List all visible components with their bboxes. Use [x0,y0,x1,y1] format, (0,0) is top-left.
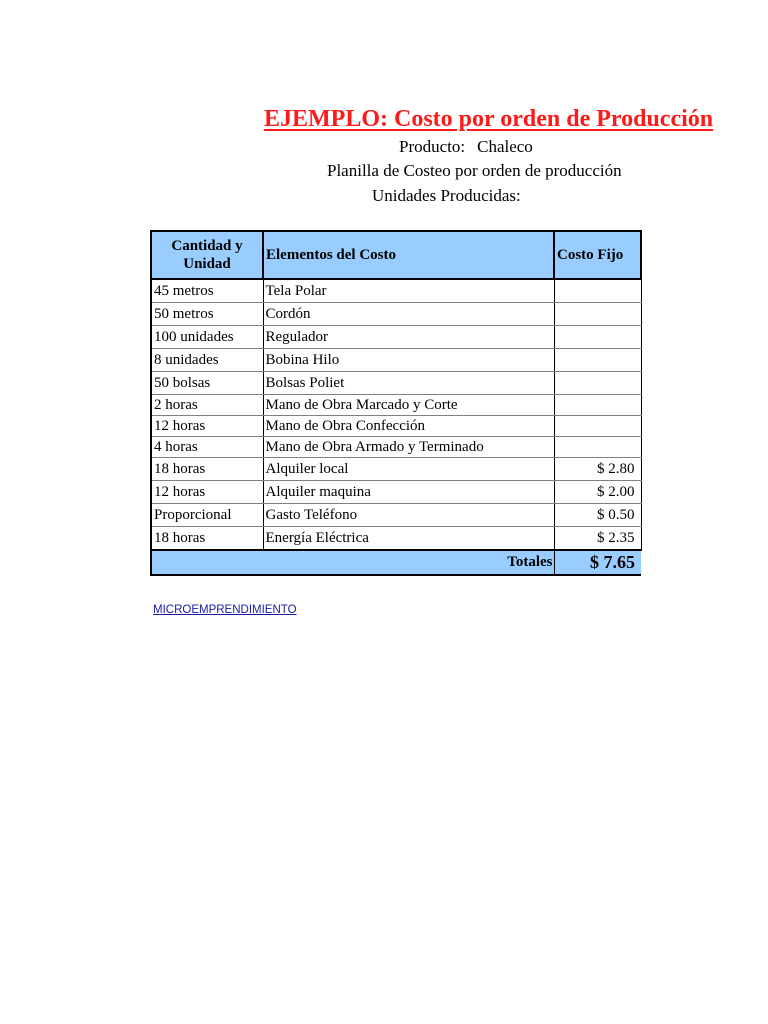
planilla-heading: Planilla de Costeo por orden de producción [327,161,622,180]
product-line [399,136,638,158]
cantidad-cell: 100 unidades [151,326,263,349]
table-row [151,437,641,458]
elemento-cell: Gasto Teléfono [263,504,554,527]
costo-fijo-cell [554,279,641,303]
cantidad-cell: 12 horas [151,481,263,504]
costo-fijo-cell [554,349,641,372]
table-row [151,303,641,326]
totals-label: Totales [151,550,554,575]
cantidad-cell: 18 horas [151,458,263,481]
cantidad-cell: 2 horas [151,395,263,416]
column-header-costo-fijo: Costo Fijo [554,231,641,279]
costo-fijo-cell [554,303,641,326]
cost-table [150,230,642,576]
table-row [151,416,641,437]
table-row [151,395,641,416]
table-row [151,527,641,551]
table-row [151,481,641,504]
column-header-elementos: Elementos del Costo [263,231,554,279]
table-row [151,349,641,372]
elemento-cell: Tela Polar [263,279,554,303]
table-row [151,279,641,303]
totals-row [151,550,641,575]
cantidad-cell: 45 metros [151,279,263,303]
elemento-cell: Bolsas Poliet [263,372,554,395]
costo-fijo-cell [554,326,641,349]
microemprendimiento-link[interactable]: MICROEMPRENDIMIENTO [153,604,297,616]
costo-fijo-cell: $ 2.35 [554,527,641,551]
elemento-cell: Regulador [263,326,554,349]
costo-fijo-cell: $ 2.00 [554,481,641,504]
cantidad-cell: 8 unidades [151,349,263,372]
costo-fijo-cell [554,416,641,437]
table-row [151,326,641,349]
elemento-cell: Alquiler local [263,458,554,481]
cost-table-wrapper [150,230,638,574]
table-row [151,504,641,527]
elemento-cell: Bobina Hilo [263,349,554,372]
document-title: EJEMPLO: Costo por orden de Producción [264,106,714,132]
cantidad-cell: Proporcional [151,504,263,527]
elemento-cell: Mano de Obra Armado y Terminado [263,437,554,458]
column-header-cantidad: Cantidad y Unidad [151,231,263,279]
costo-fijo-cell [554,372,641,395]
product-label: Producto: [399,137,466,156]
elemento-cell: Mano de Obra Confección [263,416,554,437]
product-value: Chaleco [477,137,533,156]
costo-fijo-cell [554,437,641,458]
elemento-cell: Cordón [263,303,554,326]
elemento-cell: Alquiler maquina [263,481,554,504]
costo-fijo-cell: $ 0.50 [554,504,641,527]
costo-fijo-cell: $ 2.80 [554,458,641,481]
table-header-row [151,231,641,279]
table-row [151,458,641,481]
elemento-cell: Mano de Obra Marcado y Corte [263,395,554,416]
units-produced-label: Unidades Producidas: [372,186,521,205]
total-costo-fijo: $ 7.65 [554,550,641,575]
elemento-cell: Energía Eléctrica [263,527,554,551]
table-row [151,372,641,395]
cantidad-cell: 50 metros [151,303,263,326]
cantidad-cell: 18 horas [151,527,263,551]
cantidad-cell: 12 horas [151,416,263,437]
costo-fijo-cell [554,395,641,416]
cantidad-cell: 4 horas [151,437,263,458]
cantidad-cell: 50 bolsas [151,372,263,395]
